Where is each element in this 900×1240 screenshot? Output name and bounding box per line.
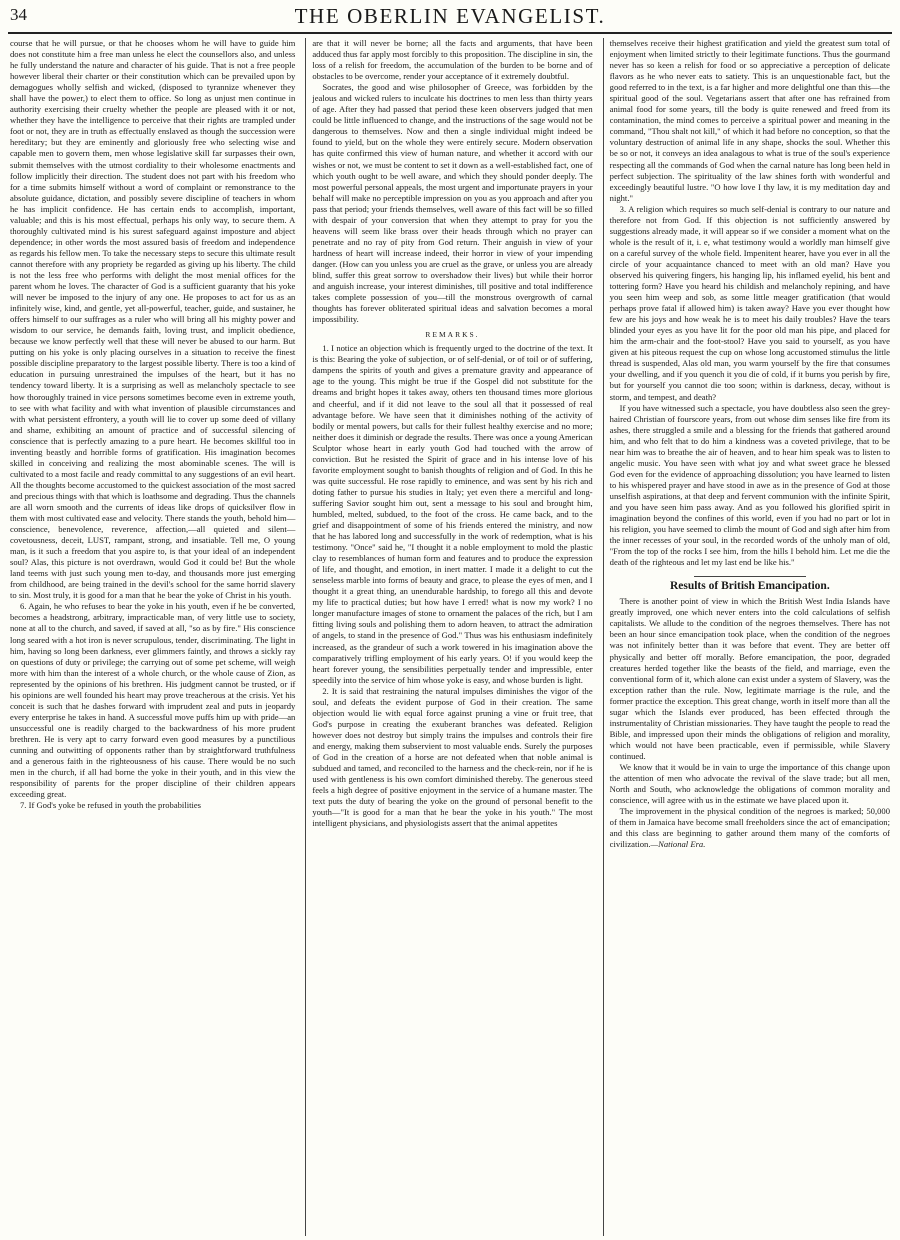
section-heading: Results of British Emancipation. [669, 580, 830, 593]
paragraph: themselves receive their highest gratification and yield the greatest sum total of enjoyment when limited strictly to their legitimate functions. Thus the gourmand never has so keen a relish for food or so appreciative a perception of delicate flavors as he who never eats to satiety. This is an unquestionable fact, but the good referred to in the text, is a far higher and more delightful one than this—the spiritual good of the soul. Vegetarians assert that after one has refrained from animal food for some years, till the body is quite renewed and freed from its contamination, the mind comes to perceive a spiritual power and meaning in the command, "Thou shalt not kill," of which it had before no conception, so that the voluntary destruction of animal life in any shape, shocks the soul. Whether this be so or not, it conveys an idea analagous to what is true of the soul's experience respecting all the commands of God when the carnal nature has long been held in perfect subjection. The spirituality of the law shines forth with wonderful and exceedingly beautiful lustre. "O how love I thy law, it is my meditation day and night." [609, 38, 890, 203]
paragraph [610, 806, 890, 850]
paragraph: course that he will pursue, or that he chooses whom he will have to guide him does not constitute him a free man unless he elect the counsellors also, and unless he fully understand the nature and character of his guide. That is not a free people however liberal their charter or their constitution which can be prevailed upon by demagogues wholly selfish and wicked, (disposed to tyrannize whenever they shall have the power,) to elect them to office. So long as unjust men continue in authority exercising their cruelty whether the people are pleased with it or not, whether they have the intelligence to perceive that their rights are trampled under foot or not, they are in truth as effectually enslaved as though the succession were hereditary; but they are eminently and gloriously free who selecting wise and capable men to govern them, men whose legislative skill far surpasses their own, submit themselves with the utmost cordiality to their wholesome enactments and follow implicitly their direction. The student does not part with his freedom who for a time submits himself without a word of complaint or remonstrance to the absolute guidance, dictation, and possibly severe discipline of teachers in whom he has implicit confidence. He has certain ends to accomplish, important, valuable; and this is his most effectual, perhaps his only way, to secure them. A thoroughly cultivated mind is his surest safeguard against imposture and abject dependence; in other words the most assured basis of freedom and independence as regards his fellow men. To take the necessary steps to secure this ultimate result cannot therefore with any propriety be regarded as giving up his liberty. The child is not the less free who performs with delight the most menial offices for the parent whom he loves. The character of God is a sufficient guaranty that his yoke will never be imposed to the injury of any one. He proposes to act for us as an infinitely wise, kind, and gentle, yet all-powerful, teacher, guide, and sustainer, he offers himself to our suffrages as a ruler who will bring all his mighty power and wisdom to our service, he demands faith, loving trust, and implicit obedience, because we know perfectly well that these will never be abused to our harm. But putting on his yoke is only placing ourselves in a situation to receive the finest possible discipline preparatory to the largest possible liberty. There is too a kind of education in pursuing unrestrained the impulses of the heart, but it has no tendency toward liberty. It is a surprising as well as melancholy spectacle to see how thoroughly trained in vice persons sometimes become even in extreme youth, to see with what facility and with what invention of plausible circumstances and with what persistent effrontery, a youth will lie to cover up some deed of villany and shame, exhibiting an amount of practice and of successful silencing of conscience that is perfectly amazing to a pure heart. He becomes skillful too in inventing beastly and horrible forms of gratification. His imagination becomes skilled in conceiving and realizing the most abominable scenes. The will is cultivated to a most facile and ready committal to any suggestions of an evil heart. All the thoughts become accustomed to the quickest association of the most sacred and precious things with that which is loathsome and degrading. Thus the channels are all worn smooth and the currents of ideas like drops of quicksilver flow in them with most cultivated ease and velocity. There stands the youth, behold him—conscience, benevolence, reverence, affection,—all quieted and silent—covetousness, deceit, LUST, rampant, strong, and insatiable. Tell me, O young man, is it such a freedom that you aspire to, is that your ideal of an independent soul? Alas, this picture is not overdrawn, would God it could be! But the whole land teems with just such young men to-day, and thousands more just emerging from childhood, are being trained in the devil's school for the same horrid slavery to sin. Most truly, it is good for a man that he bear the yoke of Christ in his youth. [10, 38, 296, 601]
paragraph: If you have witnessed such a spectacle, you have doubtless also seen the grey-haired Christian of fourscore years, from out whose dim senses like fire from its ashes, there struggled a smile and a blessing for the friends that gathered around him, and who felt that to do him a kindness was a coveted privilege, that to be near him was to breathe the air of heaven, and to hear him speak was to listen to angelic music. You have seen with what joy and what sweet grace he blessed God even for the evidence of approaching dissolution; you have learned to listen to his whispered prayer and have stood in awe as in the presence of God at those unselfish aspirations, at that deep and fervent communion with the infinite Spirit, and you have seen him pass away. And as you followed his glorified spirit in imagination beyond the confines of this world, even if you had no part or lot in his religion, you have seemed to climb the mount of God and sigh after him from the inner recesses of your soul, in the recorded words of the unholy man of old, "From the top of the rocks I see him, from the hills I behold him. Let me die the death of the righteous and let my last end be like his." [609, 402, 890, 568]
page-header [8, 2, 892, 34]
paragraph: Socrates, the good and wise philosopher of Greece, was forbidden by the jealous and wicked rulers to inculcate his doctrines to men less than thirty years of age. After they had passed that period these keen observers judged that men could be little influenced to change, and the instructions of the sage would not be dangerous to themselves. Now and then a single individual might indeed be found to yield, but on the whole they were entirely secure. Modern observation has quite confirmed this view of human nature, and whether it accord with our wishes or not, we must be content to set it down as a well-established fact, one of which youth ought to be well aware, and which they should ponder deeply. The most powerful personal appeals, the most urgent and importunate prayers in your behalf will make no perceptible impression on you as you approach and after you pass that period; your friends themselves, well aware of this fact will be so filled with despair of your conversion that when they attempt to pray for you the heavens will seem like brass over their heads through which no prayer can penetrate and no ray of pity from God return. Their anguish in view of your hardness of heart will increase indeed, their horror in view of your impending danger. (How can you unless you are cruel as the grave, or unless you are already blind, suffer this great sorrow to overshadow their lives) but while their horror and anguish increase, your interest diminishes, till positive and total indifference takes complete possession of you—till the monstrous overgrowth of carnal thoughts has forever obliterated spiritual ideas and salvation becomes a moral impossibility. [312, 82, 593, 325]
paragraph: are that it will never be borne; all the facts and arguments, that have been adduced thus far apply most forcibly to this proposition. The discipline in sin, the loss of a relish for freedom, the accumulation of the burden to be borne and of obstacles to be overcome, render your acceptance of it extremely doubtful. [312, 38, 593, 82]
column-3 [603, 38, 892, 1236]
article-columns [8, 38, 892, 1236]
paragraph: 3. A religion which requires so much self-denial is contrary to our nature and therefore not from God. If this objection is not sufficiently answered by suggestions already made, it will appear so if we consider a moment what on the whole is the result of it, i. e, what testimony would a worldly man himself give on a careful survey of the whole field. Impenitent hearer, have you ever in all the circle of your acquaintance chanced to meet with an old man? Have you observed his quivering fingers, his hanging lip, his inflamed eyelid, his bent and tottering form? Have you heard his childish and melancholy repining, and have you seen him weep and sob, as some little meager gratification (that would perhaps prove fatal if allowed him) is taken away? Have you ever thought how few are his joys and how weak he is to meet his daily troubles? Have the tears blinded your eyes as you have lit for the poor old man his pipe, and placed for him the arm-chair and the foot-stool? Have you said to yourself, as you have given at his piteous request the cup on whose long accustomed stimulus the little thread is suspended, Alas old man, you warm yourself by the fire that consumes your dwelling, and if you quench it you die of cold, if it burns you perish by fire, but for yourself you cannot die too soon; within is darkness, decay, without is storm, and tempest, and death? [609, 203, 890, 402]
paragraph: 1. I notice an objection which is frequently urged to the doctrine of the text. It is this: Bearing the yoke of subjection, or of self-denial, or of toil or of suffering, dampens the spirits of youth and gives a premature gravity and appearance of age to the young. This might be true if the Gospel did not substitute for the dreams and bright hopes it takes away, others ten thousand times more glorious and cheerful, and if it did not leave to the soul all that it possessed of real advantage before. We have seen that it diminishes nothing of the activity of bodily or mental powers, but calls for their fullest healthy exercise and no more; neither does it diminish or degrade the results. There was once a young American Sculptor whose heart in early youth God had touched with the arrow of conviction. But he resisted the Spirit of grace and in his intense love of his favorite employment sought to banish thoughts of religion and of God. In this he was quite successful. He rose rapidly to eminence, and was sent by his rich and doting father to pursue his studies in Italy; yet even there a merciful and long-suffering Savior sought him out, sent a message to his soul and brought him, humbled, melted, subdued, to the foot of the cross. He came back, and to the grief and disappointment of some of his friends entered the ministry, and now that he has labored long and successfully in the work of redemption, what is his testimony. "Once" said he, "I thought it a noble employment to mold the plastic clay to resemblances of human form and features and to produce the expression of life, and thought, and emotion, in inert matter. I made it a delight to cut the senseless marble into forms of beauty and grace, to please the eyes of men, and I thought it a great thing, an unendurable hardship, to forego all this and devote my life to practical duties; but how have I erred! what is now my work? I no longer manufacture images of stone to ornament the palaces of the rich, but I am fitting living souls and polishing them to adorn heaven, to attract the admiration of angels, to stand in the presence of God." Thus was his enthusiasm indefinitely increased, as the grandeur of such a work towered in his imagination above the comparatively trifling employment of his early years. O! if you would keep the heart forever young, the sensibilities perpetually tender and impressible, enter speedily into the service of him whose yoke is easy, and whose burden is light. [312, 343, 593, 685]
column-1 [8, 38, 297, 1236]
masthead-title: THE OBERLIN EVANGELIST. [294, 4, 606, 28]
paragraph-text: The improvement in the physical condition of the negroes is marked; 50,000 of them in Jamaica have become small freeholders since the act of emancipation; and this class are beginning to gather around them many of the comforts of civilization. [609, 806, 890, 850]
page-number: 34 [10, 5, 27, 24]
source-attribution: —National Era. [650, 839, 706, 850]
paragraph: 7. If God's yoke be refused in youth the probabilities [20, 800, 202, 811]
remarks-heading: REMARKS. [425, 330, 480, 340]
paragraph: 6. Again, he who refuses to bear the yoke in his youth, even if he be converted, becomes a headstrong, arbitrary, impracticable man, of very little use to society, none at all to the church, and saved, if saved at all, "so as by fire." His conscience long seared with a hot iron is never scrupulous, tender, discriminating. The light in him, having so long been darkness, ever glimmers faintly, and throws a sickly ray on questions of duty or privilege; the carrying out of some pet scheme, will weigh more with him than the interest of a whole church, or the whole cause of Zion, as represented by the opinions of his brethren. His judgment cannot be trusted, or if his opinions are well founded his heart may prove treacherous at the crisis. Yet his conceit is such that he dashes forward with imprudent zeal and puts in jeopardy every enterprise he takes in hand. A successful move puffs him up with pride—an unsuccessful one is readily charged to the backwardness of his more prudent brethren. He is very apt to carry forward even good measures by a punctilious cunning and outwitting of opponents rather than by straightforward truthfulness and a generous faith in the righteousness of his cause. There would be no such men in the church, if all had borne the yoke in their youth, and in this view the responsibility of parents for the proper discipline of their children appears exceeding great. [10, 601, 296, 800]
paragraph: We know that it would be in vain to urge the importance of this change upon the attention of men who advocate the revival of the slave trade; but all men, North and South, who acknowledge the obligations of common morality and conscience, will agree with us in the estimate we have placed upon it. [609, 762, 890, 806]
paragraph: 2. It is said that restraining the natural impulses diminishes the vigor of the soul, and defeats the evident purpose of God in their creation. The same objection would lie with equal force against pruning a vine or fruit tree, that God's purpose in creating the exuberant branches was defeated. Religion however does not destroy but simply trains the impulses and controls their fire and energy, making them subservient to most valuable ends. Surely the purposes of God in the creation of a horse are not defeated when that noble animal is subdued and tamed, and reconciled to the harness and the check-rein, nor if he is used with gentleness is his own comfort diminished thereby. The generous steed feels a high degree of positive enjoyment in the service of a humane master. The text puts the duty of bearing the yoke on the ground of personal benefit to the youth—"It is good for a man that he bear the yoke in his youth." The most intelligent physicians, and physiologists assert that the animal appetites [312, 685, 593, 829]
section-divider [694, 576, 806, 577]
paragraph: There is another point of view in which the British West India Islands have greatly improved, one which never enters into the cold calculations of selfish capitalists. We allude to the condition of the negroes themselves. There has not been an hour since emancipation took place, when the condition of the negroes was not infinitely better than it was before that event. They are better off physically and better off morally. Before emancipation, the poor, degraded creatures herded together like the beasts of the field, and marriage, even the conventional form of it, which alone can exist under a system of Slavery, was the exception rather than the rule. Now, legitimate marriage is the rule, and the former practice the exception. This great change, worth in itself more than all the sugar which the Islands ever produced, has been effected through the instrumentality of Christian missionaries. They have taught the people to read the Bible, and impressed upon their minds the obligations of religion and morality, which would not have been practicable, even if permissible, while Slavery continued. [609, 596, 890, 761]
column-2 [305, 38, 594, 1236]
